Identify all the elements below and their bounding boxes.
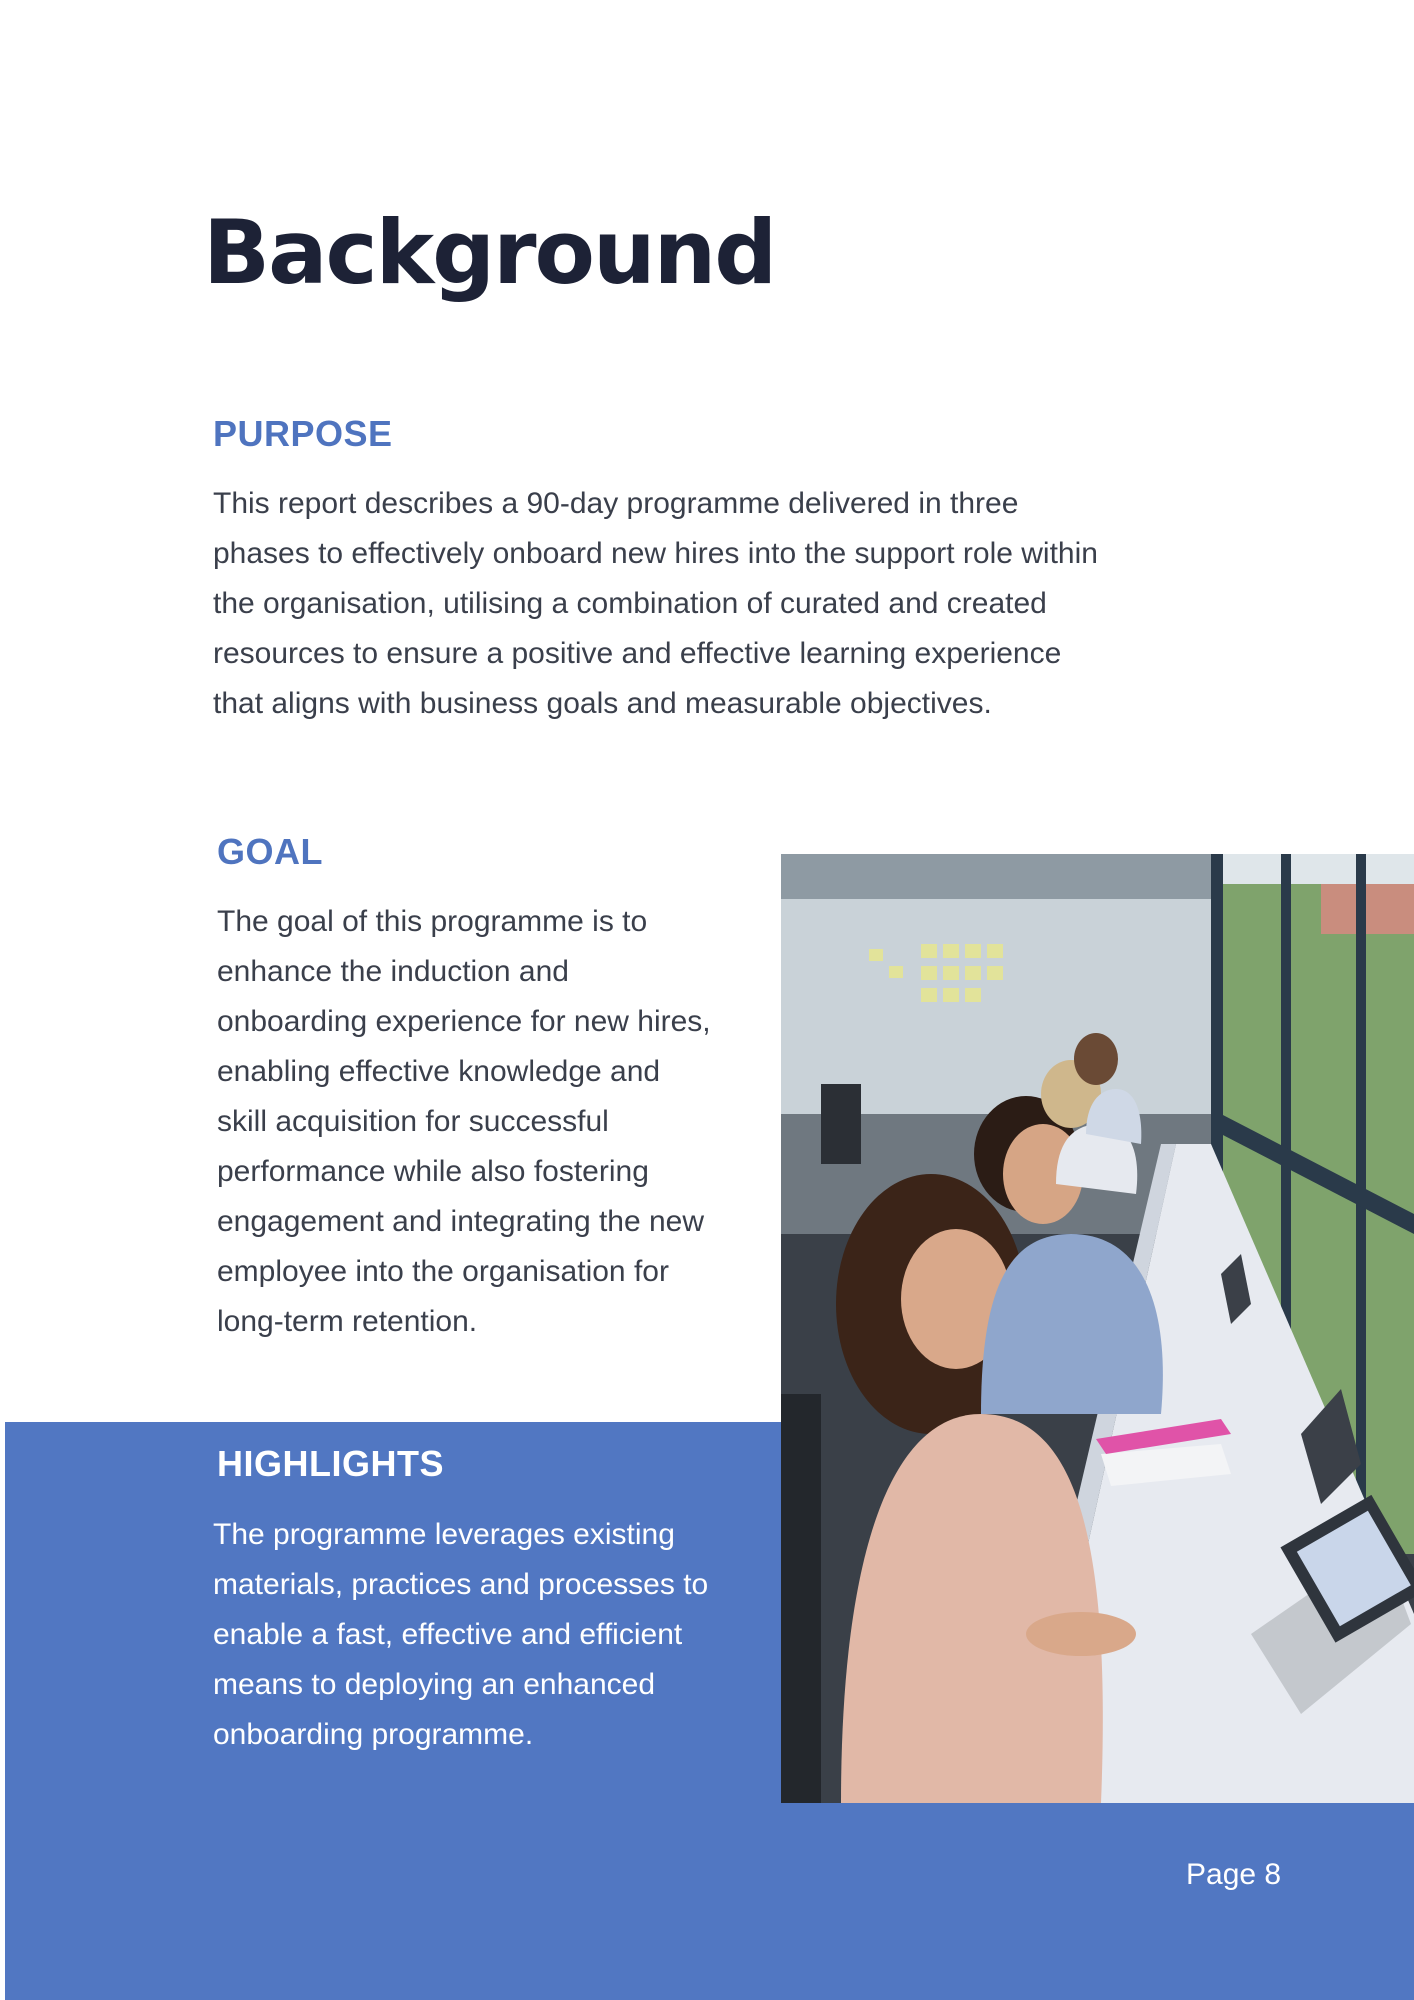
- goal-heading: GOAL: [217, 831, 323, 872]
- goal-paragraph: The goal of this programme is to enhance the induction and onboarding experience for new hires, enabling effective knowledge and skill acquisition for successful performance while also fostering engagement and integrating the new employee into the organisation for long-term retention.: [217, 905, 711, 1338]
- highlights-heading: HIGHLIGHTS: [217, 1443, 444, 1484]
- office-photo: [781, 854, 1414, 1803]
- purpose-paragraph: This report describes a 90-day programme delivered in three phases to effectively onboard new hires into the support role within the organisation, utilising a combination of curated and created resources to ensure a positive and effective learning experience that aligns with business goals and measurable objectives.: [213, 487, 1098, 720]
- purpose-heading: PURPOSE: [213, 413, 393, 454]
- page-number: Page 8: [1186, 1858, 1282, 1891]
- page-title: Background: [203, 201, 776, 304]
- highlights-paragraph: The programme leverages existing materials, practices and processes to enable a fast, effective and efficient means to deploying an enhanced onboarding programme.: [213, 1518, 709, 1751]
